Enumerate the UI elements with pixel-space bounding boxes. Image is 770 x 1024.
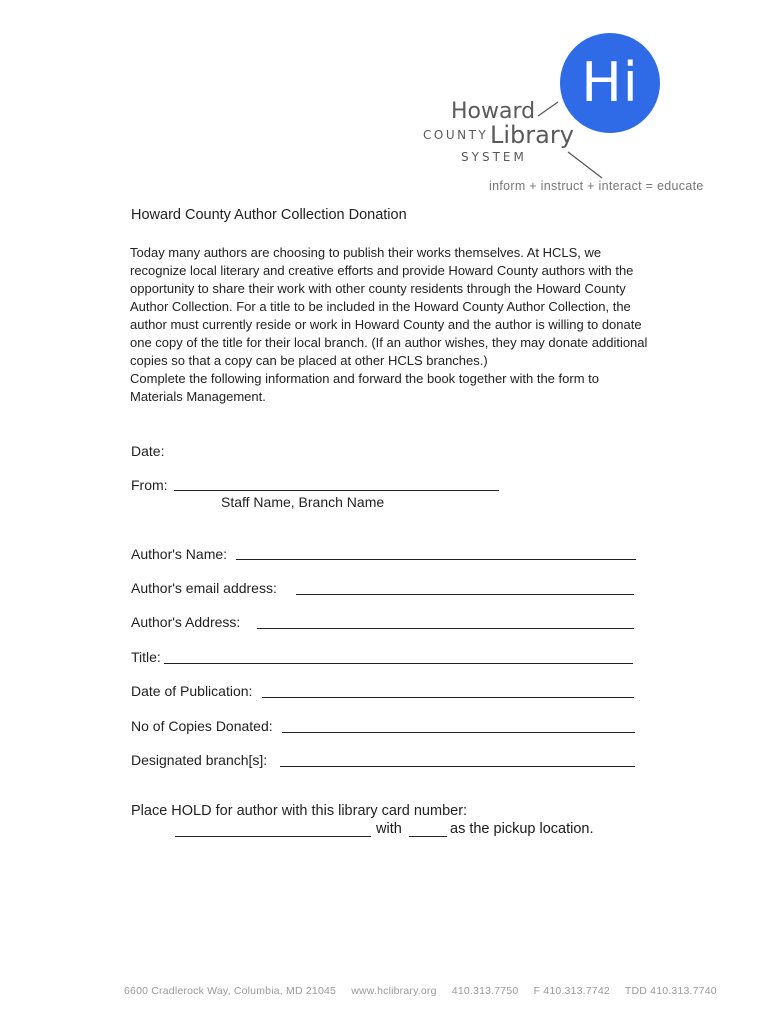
author-address-field[interactable] <box>257 628 634 629</box>
intro-paragraph: Today many authors are choosing to publish their works themselves. At HCLS, we recognize local literary and creative efforts and provide Howard County authors with the opportunity to share their work with other county residents through the Howard County Author Collection. For a title to be included in the Howard County Author Collection, the author must currently reside or work in Howard County and the author is willing to donate one copy of the title for their local branch. (If an author wishes, they may donate additional copies so that a copy can be placed at other HCLS branches.) <box>130 245 648 368</box>
author-name-label: Author's Name: <box>131 546 228 562</box>
title-label: Title: <box>131 649 161 665</box>
logo-tagline: inform + instruct + interact = educate <box>489 179 704 193</box>
footer-fax: F 410.313.7742 <box>533 985 610 997</box>
author-address-label: Author's Address: <box>131 614 241 630</box>
copies-donated-label: No of Copies Donated: <box>131 718 273 734</box>
from-label: From: <box>131 477 168 493</box>
logo-hi-text: Hi <box>581 51 639 114</box>
author-email-label: Author's email address: <box>131 580 277 596</box>
from-field[interactable] <box>174 490 499 491</box>
footer-phone: 410.313.7750 <box>451 985 519 997</box>
footer-website: www.hclibrary.org <box>351 985 437 997</box>
hold-with-text: with <box>376 821 402 837</box>
title-field[interactable] <box>164 663 633 664</box>
footer-address: 6600 Cradlerock Way, Columbia, MD 21045 <box>124 985 337 997</box>
logo-county: COUNTY <box>423 128 489 142</box>
hold-instructions: Place HOLD for author with this library card number: <box>131 803 468 819</box>
library-card-number-field[interactable] <box>175 836 371 837</box>
designated-branch-label: Designated branch[s]: <box>131 752 268 768</box>
copies-donated-field[interactable] <box>282 732 635 733</box>
logo-system: SYSTEM <box>461 150 527 164</box>
date-of-publication-field[interactable] <box>262 697 634 698</box>
designated-branch-field[interactable] <box>280 766 635 767</box>
date-of-publication-label: Date of Publication: <box>131 683 253 699</box>
author-name-field[interactable] <box>236 559 636 560</box>
intro-text-block <box>130 244 650 406</box>
logo-library: Library <box>490 121 574 149</box>
footer <box>124 985 729 997</box>
logo-howard: Howard <box>451 99 536 124</box>
date-label: Date: <box>131 443 165 459</box>
hold-pickup-text: as the pickup location. <box>450 821 594 837</box>
footer-tdd: TDD 410.313.7740 <box>624 985 717 997</box>
pickup-branch-field[interactable] <box>409 836 447 837</box>
author-email-field[interactable] <box>296 594 634 595</box>
instructions-paragraph: Complete the following information and forward the book together with the form to Materials Management. <box>130 371 599 404</box>
document-title: Howard County Author Collection Donation <box>131 207 407 223</box>
from-sublabel: Staff Name, Branch Name <box>221 494 385 510</box>
